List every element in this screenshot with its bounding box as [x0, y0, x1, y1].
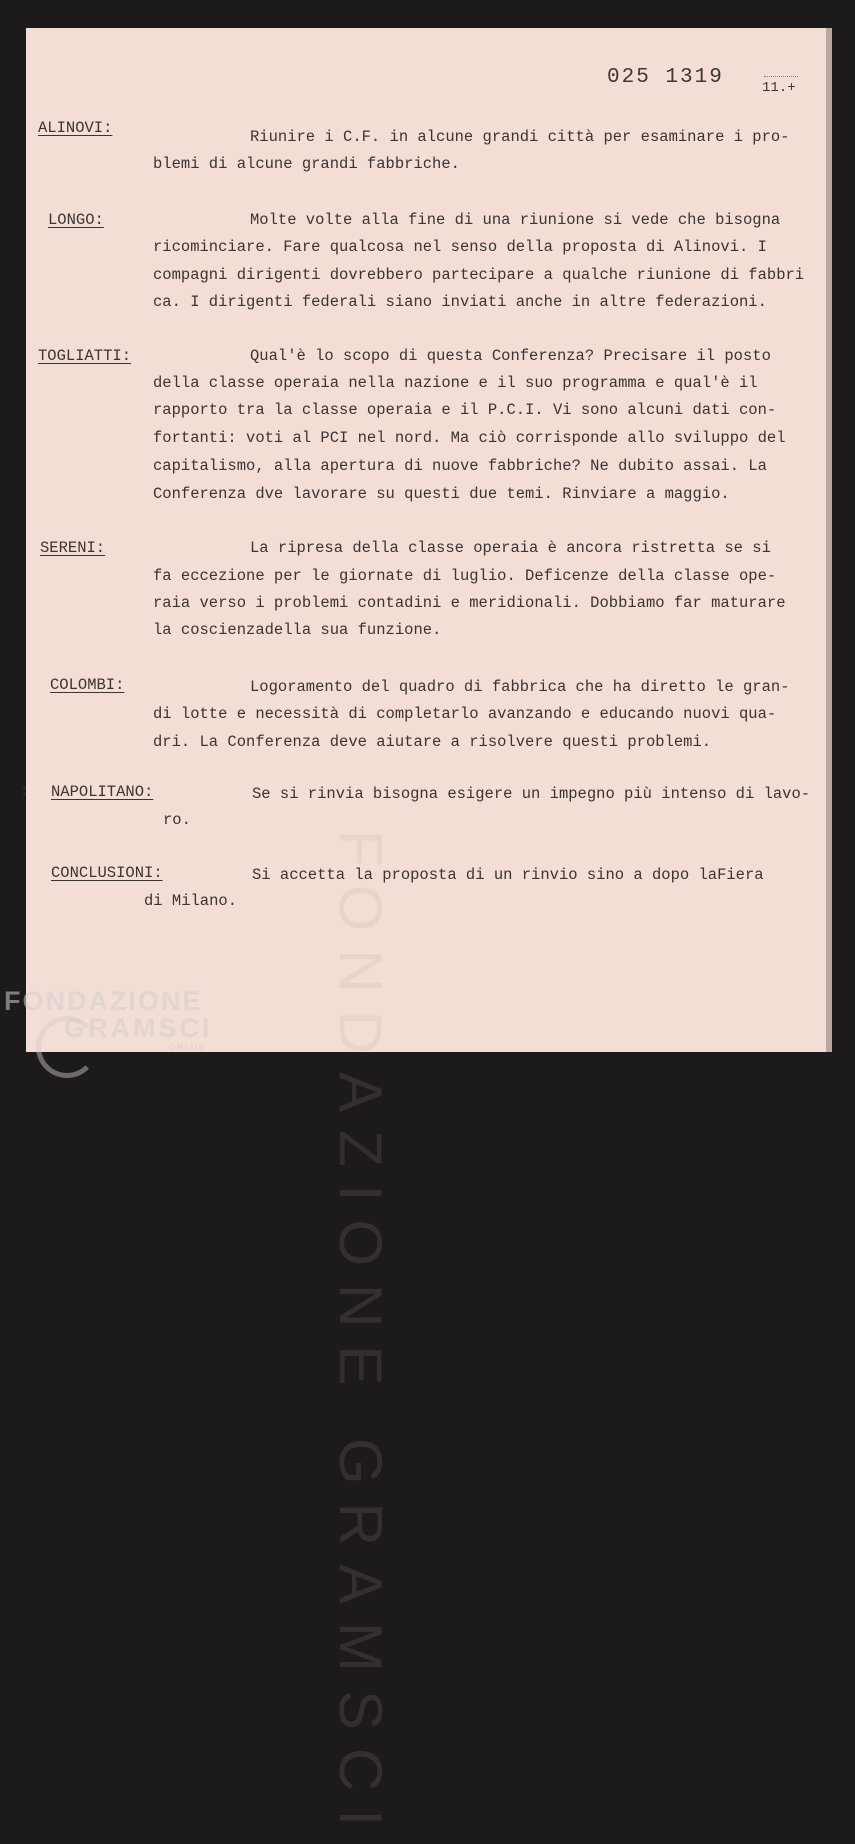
transcript-line: la coscienzadella sua funzione.: [153, 621, 442, 639]
transcript-line: Riunire i C.F. in alcune grandi città per esaminare i pro-: [250, 128, 790, 146]
transcript-line: Conferenza dve lavorare su questi due temi. Rinviare a maggio.: [153, 485, 730, 503]
archive-logo: [4, 986, 213, 1052]
transcript-line: raia verso i problemi contadini e meridionali. Dobbiamo far maturare: [153, 594, 786, 612]
archive-logo-line2: GRAMSCI: [64, 1013, 213, 1043]
transcript-line: dri. La Conferenza deve aiutare a risolvere questi problemi.: [153, 733, 712, 751]
speaker-label: LONGO:: [48, 211, 104, 229]
archive-logo-line1: FONDAZIONE: [4, 986, 203, 1016]
transcript-line: Logoramento del quadro di fabbrica che ha diretto le gran-: [250, 678, 790, 696]
transcript-line: Qual'è lo scopo di questa Conferenza? Precisare il posto: [250, 347, 771, 365]
transcript-line: Molte volte alla fine di una riunione si vede che bisogna: [250, 211, 781, 229]
transcript-line: della classe operaia nella nazione e il suo programma e qual'è il: [153, 374, 758, 392]
transcript-line: ricominciare. Fare qualcosa nel senso della proposta di Alinovi. I: [153, 238, 767, 256]
transcript-line: blemi di alcune grandi fabbriche.: [153, 155, 460, 173]
transcript-line: di Milano.: [144, 892, 238, 910]
transcript-line: fortanti: voti al PCI nel nord. Ma ciò corrisponde allo sviluppo del: [153, 429, 786, 447]
page-number: 11.+: [762, 80, 796, 96]
transcript-line: rapporto tra la classe operaia e il P.C.I. Vi sono alcuni dati con-: [153, 401, 777, 419]
transcript-line: Se si rinvia bisogna esigere un impegno più intenso di lavo-: [252, 785, 811, 803]
page-number-mark: [764, 76, 798, 77]
speaker-label: NAPOLITANO:: [51, 783, 154, 801]
archive-logo-line3: ONLUS: [169, 1042, 206, 1052]
page-edge-shadow: [826, 28, 832, 1052]
speaker-label: COLOMBI:: [50, 676, 125, 694]
transcript-line: di lotte e necessità di completarlo avanzando e educando nuovi qua-: [153, 705, 777, 723]
speaker-label: CONCLUSIONI:: [51, 864, 163, 882]
speaker-label: SERENI:: [40, 539, 106, 557]
transcript-line: fa eccezione per le giornate di luglio. Deficenze della classe ope-: [153, 567, 777, 585]
speaker-label: TOGLIATTI:: [38, 347, 132, 365]
transcript-line: ro.: [163, 811, 191, 829]
transcript-line: La ripresa della classe operaia è ancora ristretta se si: [250, 539, 771, 557]
margin-colon-mark: :: [20, 784, 29, 800]
speaker-label: ALINOVI:: [38, 119, 113, 137]
transcript-line: compagni dirigenti dovrebbero partecipare a qualche riunione di fabbri: [153, 266, 805, 284]
vertical-watermark: FONDAZIONE GRAMSCI: [327, 830, 394, 1844]
transcript-line: capitalismo, alla apertura di nuove fabbriche? Ne dubito assai. La: [153, 457, 767, 475]
document-number: 025 1319: [607, 66, 724, 89]
transcript-line: ca. I dirigenti federali siano inviati anche in altre federazioni.: [153, 293, 767, 311]
transcript-line: Si accetta la proposta di un rinvio sino a dopo laFiera: [252, 866, 764, 884]
